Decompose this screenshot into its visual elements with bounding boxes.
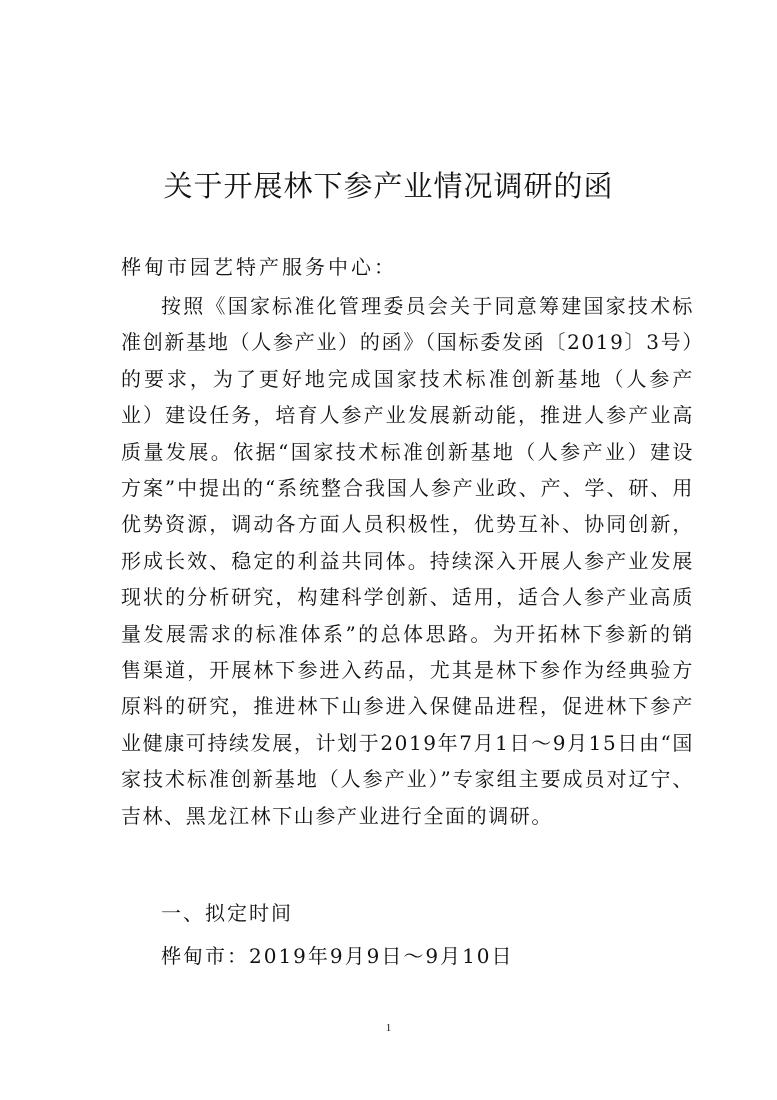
body-text [121,288,694,834]
paragraph: 按照《国家标准化管理委员会关于同意筹建国家技术标准创新基地（人参产业）的函》（国标委发函〔2019〕3号）的要求，为了更好地完成国家技术标准创新基地（人参产业）建设任务，培育人参产业发展新动能，推进人参产业高质量发展。依据“国家技术标准创新基地（人参产业）建设方案”中提出的“系统整合我国人参产业政、产、学、研、用优势资源，调动各方面人员积极性，优势互补、协同创新，形成长效、稳定的利益共同体。持续深入开展人参产业发展现状的分析研究，构建科学创新、适用，适合人参产业高质量发展需求的标准体系”的总体思路。为开拓林下参新的销售渠道，开展林下参进入药品，尤其是林下参作为经典验方原料的研究，推进林下山参进入保健品进程，促进林下参产业健康可持续发展，计划于2019年7月1日～9月15日由“国家技术标准创新基地（人参产业）”专家组主要成员对辽宁、吉林、黑龙江林下山参产业进行全面的调研。 [121,294,694,828]
schedule-line: 桦甸市：2019年9月9日～9月10日 [161,944,514,968]
page-number: 1 [385,1022,392,1034]
document-title: 关于开展林下参产业情况调研的函 [163,169,614,203]
salutation: 桦甸市园艺特产服务中心： [121,255,397,279]
section-heading: 一、拟定时间 [161,901,293,925]
